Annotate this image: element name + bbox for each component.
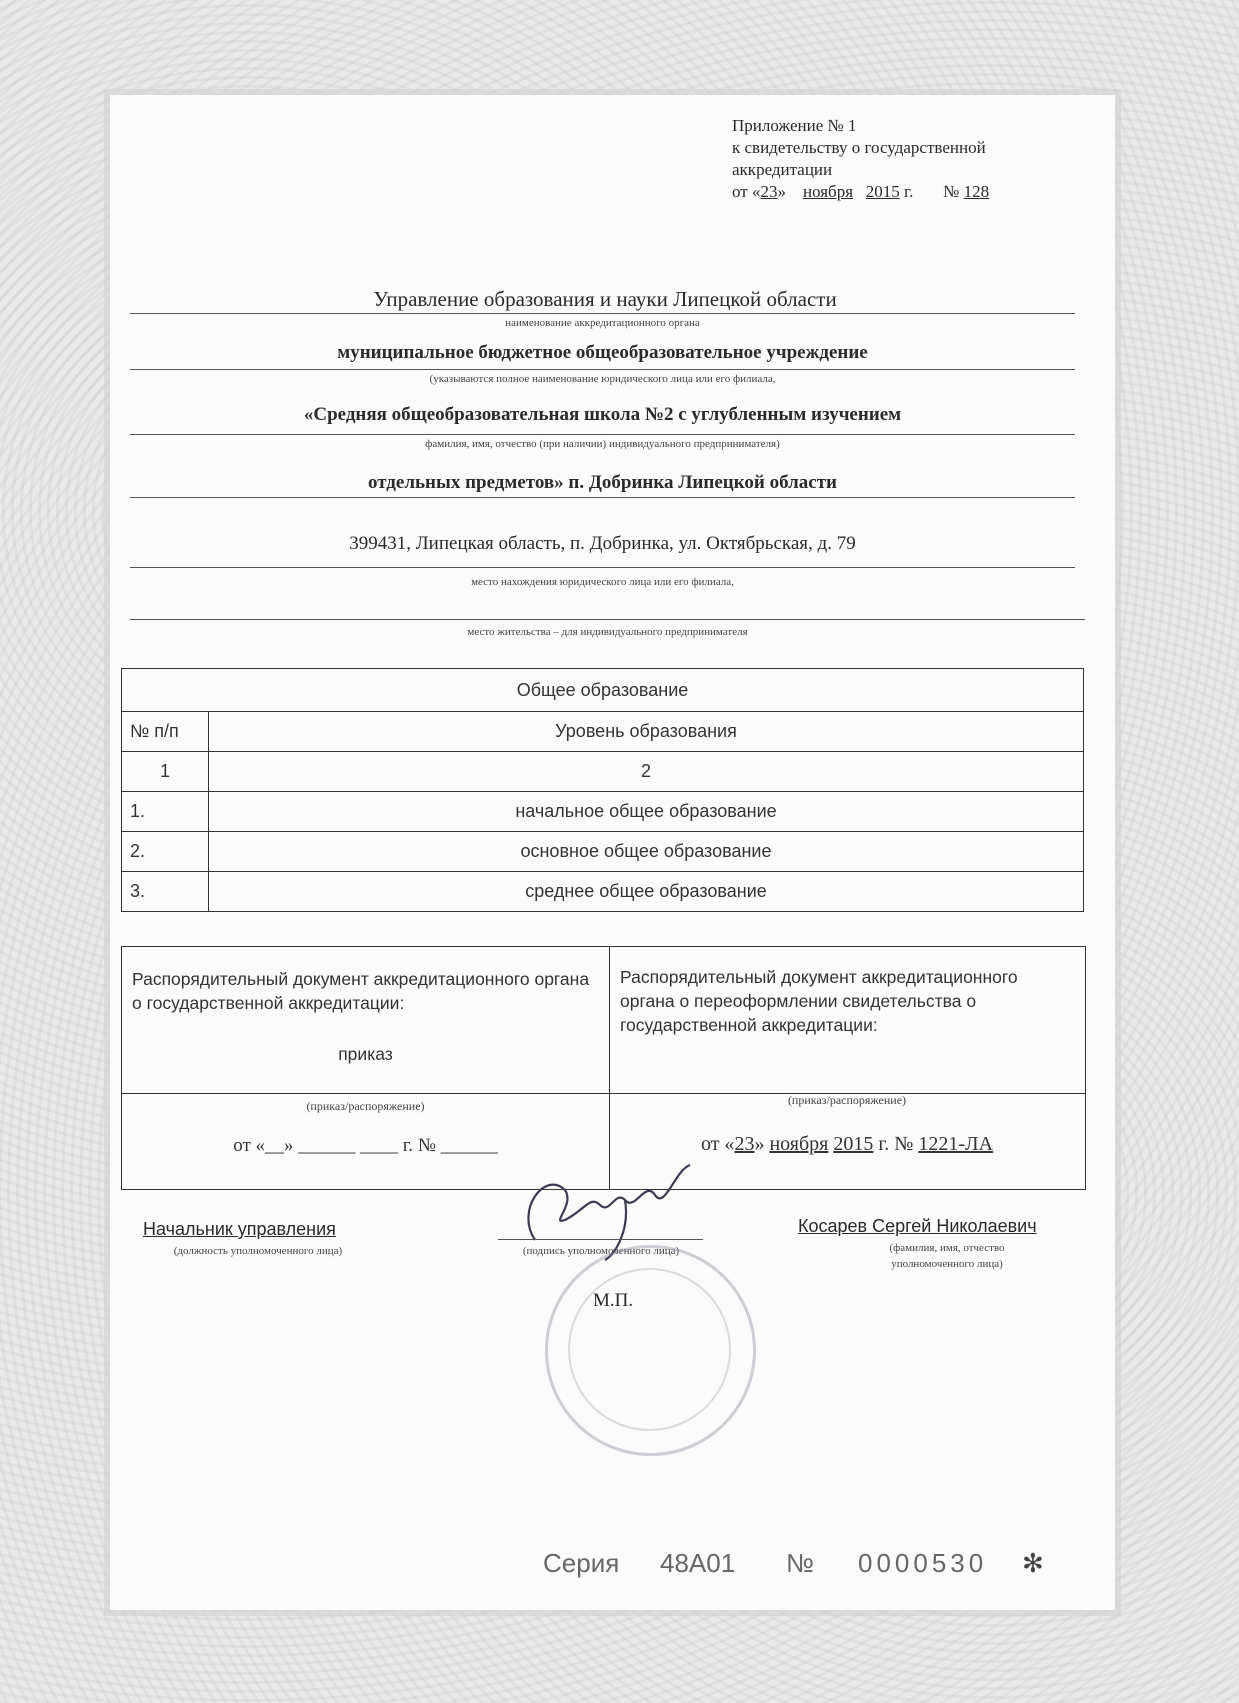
org-caption-2: фамилия, имя, отчество (при наличии) индивидуального предпринимателя) [425,438,780,450]
address-value: 399431, Липецкая область, п. Добринка, ул. Октябрьская, д. 79 [349,533,856,554]
appendix-day: 23 [760,182,778,201]
appendix-block [732,115,989,203]
decree-right-year: 2015 [833,1133,874,1155]
row-level: среднее общее образование [209,872,1084,912]
org-line-1-rule [130,369,1075,370]
decree-right-day: 23 [734,1133,755,1155]
decree-left-title: Распорядительный документ аккредитационного органа о государственной аккредитации: [132,969,590,1013]
col-number-header: № п/п [122,712,209,752]
table-row [122,792,1084,832]
appendix-line2: к свидетельству о государственной [732,138,986,157]
table-header-row [122,712,1084,752]
col-index-2: 2 [209,752,1084,792]
series-number: 0000530 [858,1548,988,1578]
signature-caption: (подпись уполномоченного лица) [522,1245,680,1257]
org-line-1: муниципальное бюджетное общеобразовательное учреждение [337,342,868,363]
appendix-date: от «23» ноября 2015 г. № 128 [732,182,990,201]
appendix-line3: аккредитации [732,160,833,179]
row-number: 3. [122,872,209,912]
education-levels-table [121,668,1084,912]
authority-line [130,313,1075,314]
row-level: основное общее образование [209,832,1084,872]
table-title-row [122,669,1084,712]
residence-caption: место жительства – для индивидуального предпринимателя [467,626,748,638]
authority-caption: наименование аккредитационного органа [505,317,700,329]
decree-right-date: от «23» ноября 2015 г. № 1221-ЛА [700,1133,994,1155]
decree-left-date: от «__» ______ ____ г. № ______ [233,1135,498,1156]
official-name-caption-2: уполномоченного лица) [891,1258,1003,1270]
col-level-header: Уровень образования [209,712,1084,752]
stamp-label: М.П. [593,1290,634,1311]
row-level: начальное общее образование [209,792,1084,832]
org-line-3: отдельных предметов» п. Добринка Липецкой области [367,472,838,493]
col-index-1: 1 [122,752,209,792]
org-line-3-rule [130,497,1075,498]
table-title: Общее образование [122,669,1084,712]
table-column-numbers-row [122,752,1084,792]
decree-right-month: ноября [769,1133,829,1155]
residence-line [130,619,1085,620]
authority-name: Управление образования и науки Липецкой области [373,287,837,311]
official-position-caption: (должность уполномоченного лица) [173,1245,343,1257]
org-line-2: «Средняя общеобразовательная школа №2 с углубленным изучением [303,404,902,425]
row-number: 2. [122,832,209,872]
series-label: Серия [543,1548,620,1578]
appendix-title: Приложение № 1 [732,116,857,135]
series-value: 48А01 [660,1548,736,1578]
appendix-number: 128 [963,182,990,201]
address-line [130,567,1075,568]
series-mark-icon: ✻ [1022,1548,1044,1578]
series-number-label: № [786,1548,814,1578]
appendix-year: 2015 [865,182,900,201]
decree-right-title: Распорядительный документ аккредитационного органа о переоформлении свидетельства о государственной аккредитации: [620,967,1018,1035]
official-position: Начальник управления [143,1219,336,1239]
decree-right-sub: (приказ/распоряжение) [787,1093,907,1107]
signature-line [498,1239,703,1240]
official-name: Косарев Сергей Николаевич [798,1216,1037,1236]
official-seal [545,1245,756,1456]
row-number: 1. [122,792,209,832]
decree-left-type: приказ [338,1044,393,1064]
org-line-2-rule [130,434,1075,435]
table-row [122,832,1084,872]
official-name-caption-1: (фамилия, имя, отчество [889,1242,1005,1254]
decree-right-number: 1221-ЛА [918,1133,994,1155]
table-row [122,872,1084,912]
decree-left-sub: (приказ/распоряжение) [306,1099,425,1113]
appendix-month: ноября [802,182,854,201]
address-caption: место нахождения юридического лица или его филиала, [471,576,734,588]
org-caption-1: (указываются полное наименование юридического лица или его филиала, [429,373,776,385]
